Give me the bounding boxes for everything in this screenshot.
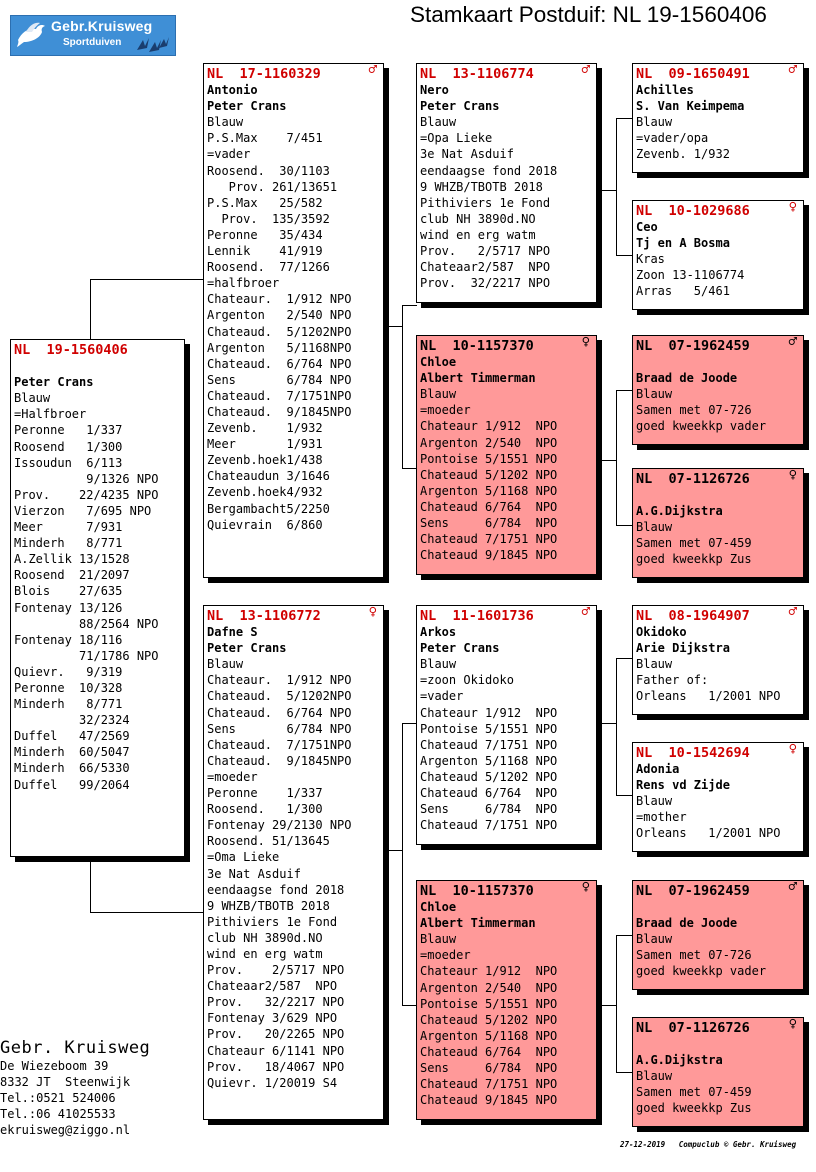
card-line: Blauw (14, 391, 51, 406)
card-line: Pithiviers 1e Fond (420, 195, 551, 210)
card-mmm (632, 1017, 804, 1127)
sex-icon: ♀ (788, 742, 797, 757)
card-line: Prov. 32/2217 NPO (207, 995, 345, 1010)
card-line: Chateaud. 9/1845NPO (207, 404, 352, 419)
card-line: Chateaur. 1/912 NPO (207, 292, 352, 307)
card-line: Blauw (636, 657, 673, 672)
ring-number: NL 13-1106774 (420, 66, 534, 82)
card-line: Sens 6/784 NPO (420, 516, 558, 531)
card-line: Pontoise 5/1551 NPO (420, 721, 558, 736)
owner-email: ekruisweg@ziggo.nl (0, 1123, 131, 1137)
card-line: Blauw (420, 657, 457, 672)
card-line: Prov. 135/3592 (207, 211, 330, 226)
card-line: S. Van Keimpema (636, 99, 745, 114)
print-info (620, 1140, 796, 1149)
card-line: Peter Crans (207, 99, 287, 114)
card-line: Chateaudun 3/1646 (207, 469, 330, 484)
card-line: Chateaud. 5/1202NPO (207, 689, 352, 704)
owner-name: Gebr. Kruisweg (0, 1038, 151, 1058)
card-line: Braad de Joode (636, 916, 738, 931)
card-line: Zoon 13-1106774 (636, 268, 745, 283)
connector-line (616, 390, 617, 525)
card-line: Blauw (207, 115, 244, 130)
card-line: club NH 3890d.NO (207, 930, 323, 945)
card-line: Chateaud 5/1202 NPO (420, 1012, 558, 1027)
card-line: club NH 3890d.NO (420, 211, 536, 226)
card-line: =Oma Lieke (207, 850, 280, 865)
card-line: Chateaud 9/1845 NPO (420, 548, 558, 563)
connector-line (597, 723, 616, 724)
card-line: Meer 7/931 (14, 520, 123, 535)
sex-icon: ♀ (788, 200, 797, 215)
card-line: Blauw (636, 115, 673, 130)
card-line: Zevenb.hoek4/932 (207, 485, 323, 500)
card-line: Chloe (420, 355, 457, 370)
card-line: Quievr. 9/319 (14, 664, 123, 679)
connector-line (402, 1005, 417, 1006)
ring-number: NL 10-1542694 (636, 745, 750, 761)
card-line: 88/2564 NPO (14, 616, 159, 631)
card-line: 32/2324 (14, 713, 130, 728)
card-line: Argenton 2/540 NPO (420, 435, 558, 450)
card-line: =moeder (207, 769, 258, 784)
card-line: Chateaur 1/912 NPO (420, 419, 558, 434)
sex-icon: ♀ (788, 468, 797, 483)
card-line: Roosend. 1/300 (207, 802, 323, 817)
card-line: Blauw (420, 387, 457, 402)
card-line: Prov. 20/2265 NPO (207, 1027, 345, 1042)
card-line: Lennik 41/919 (207, 244, 323, 259)
ring-number: NL 09-1650491 (636, 66, 750, 82)
card-father-mother (416, 335, 597, 575)
connector-line (90, 912, 204, 913)
card-line: Chateaud. 7/1751NPO (207, 737, 352, 752)
card-line: Chateaur 1/912 NPO (420, 964, 558, 979)
sex-icon: ♂ (788, 63, 797, 78)
card-line: Nero (420, 83, 449, 98)
card-line: Albert Timmerman (420, 371, 536, 386)
card-line: Roosend 1/300 (14, 439, 123, 454)
card-line: Arkos (420, 625, 457, 640)
card-line: 3e Nat Asduif (207, 866, 301, 881)
card-line: Blauw (636, 794, 673, 809)
card-line: Chateaud 7/1751 NPO (420, 818, 558, 833)
card-line: Father of: (636, 673, 709, 688)
flying-birds-icon (135, 34, 171, 54)
pigeon-icon (16, 20, 48, 50)
card-line: Argenton 5/1168NPO (207, 340, 352, 355)
card-line: Okidoko (636, 625, 687, 640)
card-line: Blauw (636, 1069, 673, 1084)
ring-number: NL 08-1964907 (636, 608, 750, 624)
card-line: Chateaar2/587 NPO (207, 979, 338, 994)
card-line: Zevenb. 1/932 (207, 421, 323, 436)
card-line: goed kweekkp vader (636, 419, 767, 434)
card-line: Peronne 10/328 (14, 680, 123, 695)
card-line: Peter Crans (420, 99, 500, 114)
card-line: Sens 6/784 NPO (207, 721, 352, 736)
card-mff (632, 605, 804, 715)
connector-line (597, 190, 616, 191)
ring-number: NL 11-1601736 (420, 608, 534, 624)
card-line: Adonia (636, 762, 680, 777)
sex-icon: ♂ (788, 880, 797, 895)
card-line: Meer 1/931 (207, 437, 323, 452)
card-line: =mother (636, 810, 687, 825)
card-line: wind en erg watm (207, 946, 323, 961)
card-line: Rens vd Zijde (636, 778, 730, 793)
logo-name: Gebr.Kruisweg (51, 18, 153, 34)
card-line: eendaagse fond 2018 (420, 163, 558, 178)
card-line: Chateaud 5/1202 NPO (420, 769, 558, 784)
card-line: A.Zellik 13/1528 (14, 552, 130, 567)
owner-info (0, 1038, 150, 1138)
card-line: Sens 6/784 NPO (420, 802, 558, 817)
card-line: P.S.Max 25/582 (207, 195, 323, 210)
card-line: 9 WHZB/TBOTB 2018 (420, 179, 543, 194)
sex-icon: ♀ (581, 880, 590, 895)
card-line: Blauw (636, 387, 673, 402)
card-line: =halfbroer (207, 276, 280, 291)
card-line: Chateaud. 5/1202NPO (207, 324, 352, 339)
card-line: Chateaud 5/1202 NPO (420, 467, 558, 482)
card-line: Bergambacht5/2250 (207, 501, 330, 516)
card-line: Argenton 5/1168 NPO (420, 483, 558, 498)
card-line: goed kweekkp Zus (636, 1101, 752, 1116)
card-line: Quievr. 1/20019 S4 (207, 1075, 338, 1090)
owner-phone-2: Tel.:06 41025533 (0, 1107, 116, 1121)
ring-number: NL 10-1157370 (420, 338, 534, 354)
card-mother-father (416, 605, 597, 845)
card-line: Prov. 18/4067 NPO (207, 1059, 345, 1074)
card-mother-mother (416, 880, 597, 1120)
card-line: Chateaud. 6/764 NPO (207, 705, 352, 720)
card-line: =vader (207, 147, 251, 162)
card-line: Braad de Joode (636, 371, 738, 386)
card-line: =vader (420, 689, 464, 704)
card-line: Kras (636, 252, 665, 267)
page-title: Stamkaart Postduif: NL 19-1560406 (410, 2, 767, 27)
connector-line (616, 1072, 632, 1073)
card-line: Blauw (636, 932, 673, 947)
ring-number: NL 13-1106772 (207, 608, 321, 624)
ring-number: NL 17-1160329 (207, 66, 321, 82)
card-line: A.G.Dijkstra (636, 1053, 723, 1068)
sex-icon: ♂ (581, 605, 590, 620)
card-line: Peronne 35/434 (207, 227, 323, 242)
card-line: Antonio (207, 83, 258, 98)
credit: Compuclub © Gebr. Kruisweg (678, 1140, 797, 1149)
connector-line (90, 857, 91, 912)
card-line: Sens 6/784 NPO (420, 1061, 558, 1076)
card-line: Roosend. 51/13645 (207, 834, 330, 849)
card-line: Samen met 07-459 (636, 536, 752, 551)
connector-line (616, 390, 632, 391)
card-line: Issoudun 6/113 (14, 455, 123, 470)
card-line: =moeder (420, 948, 471, 963)
connector-line (616, 658, 617, 795)
card-line: Peter Crans (420, 641, 500, 656)
card-line: Chloe (420, 900, 457, 915)
card-line: Samen met 07-459 (636, 1085, 752, 1100)
sex-icon: ♀ (788, 1017, 797, 1032)
ring-number: NL 19-1560406 (14, 342, 128, 358)
card-line: Duffel 99/2064 (14, 777, 130, 792)
card-line: =Halfbroer (14, 407, 87, 422)
card-line: Duffel 47/2569 (14, 729, 130, 744)
card-father (203, 63, 384, 578)
card-line: Blauw (420, 932, 457, 947)
sex-icon: ♀ (368, 605, 377, 620)
card-line: Arras 5/461 (636, 284, 730, 299)
card-line: Blauw (636, 520, 673, 535)
owner-address: De Wiezeboom 39 (0, 1059, 109, 1073)
card-line: Chateaur 6/1141 NPO (207, 1043, 345, 1058)
card-line: Fontenay 18/116 (14, 632, 123, 647)
card-line: Tj en A Bosma (636, 236, 730, 251)
card-father-father (416, 63, 597, 303)
card-line: Pontoise 5/1551 NPO (420, 996, 558, 1011)
card-line: Chateaud 7/1751 NPO (420, 1077, 558, 1092)
connector-line (384, 850, 402, 851)
card-line: Peter Crans (14, 375, 94, 390)
card-line: Prov. 32/2217 NPO (420, 276, 551, 291)
card-line: Chateaud. 6/764 NPO (207, 356, 352, 371)
card-line: Argenton 2/540 NPO (207, 308, 352, 323)
card-line: Argenton 2/540 NPO (420, 980, 558, 995)
card-line: Chateaud 7/1751 NPO (420, 532, 558, 547)
card-line: Argenton 5/1168 NPO (420, 1028, 558, 1043)
card-subject (10, 339, 185, 857)
card-line: Minderh 8/771 (14, 697, 123, 712)
card-line: Fontenay 3/629 NPO (207, 1011, 338, 1026)
card-line: Roosend. 30/1103 (207, 163, 330, 178)
card-line: Orleans 1/2001 NPO (636, 689, 781, 704)
card-line: Blauw (207, 657, 244, 672)
sex-icon: ♂ (368, 63, 377, 78)
connector-line (402, 305, 403, 468)
card-line: goed kweekkp vader (636, 964, 767, 979)
card-line: Roosend 21/2097 (14, 568, 130, 583)
card-line: Roosend. 77/1266 (207, 260, 330, 275)
card-line (636, 899, 803, 915)
card-line: Fontenay 29/2130 NPO (207, 818, 352, 833)
connector-line (402, 305, 417, 306)
card-line: =Opa Lieke (420, 131, 493, 146)
card-line: Samen met 07-726 (636, 403, 752, 418)
card-line: Orleans 1/2001 NPO (636, 826, 781, 841)
connector-line (616, 118, 632, 119)
card-line: Minderh 60/5047 (14, 745, 130, 760)
card-line: Ceo (636, 220, 658, 235)
card-line (14, 358, 184, 374)
card-line: Achilles (636, 83, 694, 98)
card-fff (632, 63, 804, 173)
card-line: Peter Crans (207, 641, 287, 656)
card-line: Minderh 66/5330 (14, 761, 130, 776)
connector-line (90, 279, 91, 339)
card-line (636, 487, 803, 503)
card-line: Chateaur 1/912 NPO (420, 705, 558, 720)
card-mother (203, 605, 384, 1120)
card-line: Zevenb. 1/932 (636, 147, 730, 162)
card-ffm (632, 200, 804, 310)
card-line: 71/1786 NPO (14, 648, 159, 663)
card-mmf (632, 880, 804, 990)
card-line: Pithiviers 1e Fond (207, 914, 338, 929)
logo (10, 15, 176, 56)
connector-line (90, 279, 204, 280)
card-line: Arie Dijkstra (636, 641, 730, 656)
connector-line (384, 326, 402, 327)
card-line (636, 1036, 803, 1052)
print-date: 27-12-2019 (620, 1140, 666, 1149)
card-line: =vader/opa (636, 131, 709, 146)
card-line (636, 354, 803, 370)
card-line: Chateaud 9/1845 NPO (420, 1093, 558, 1108)
card-line: Argenton 5/1168 NPO (420, 753, 558, 768)
card-line: 9/1326 NPO (14, 471, 159, 486)
card-line: Pontoise 5/1551 NPO (420, 451, 558, 466)
ring-number: NL 07-1962459 (636, 883, 750, 899)
sex-icon: ♂ (788, 335, 797, 350)
card-line: goed kweekkp Zus (636, 552, 752, 567)
card-line: wind en erg watm (420, 227, 536, 242)
card-line: Prov. 2/5717 NPO (207, 963, 345, 978)
owner-phone-1: Tel.:0521 524006 (0, 1091, 116, 1105)
card-line: =zoon Okidoko (420, 673, 514, 688)
owner-city: 8332 JT Steenwijk (0, 1075, 131, 1089)
card-line: Chateaud 6/764 NPO (420, 499, 558, 514)
card-line: 9 WHZB/TBOTB 2018 (207, 898, 330, 913)
connector-line (616, 935, 617, 1072)
card-line: Peronne 1/337 (207, 786, 323, 801)
card-line: 3e Nat Asduif (420, 147, 514, 162)
sex-icon: ♂ (581, 63, 590, 78)
sex-icon: ♀ (581, 335, 590, 350)
card-line: Minderh 8/771 (14, 536, 123, 551)
connector-line (616, 935, 632, 936)
ring-number: NL 10-1029686 (636, 203, 750, 219)
card-line: Chateaud. 7/1751NPO (207, 388, 352, 403)
ring-number: NL 07-1126726 (636, 471, 750, 487)
card-line: Albert Timmerman (420, 916, 536, 931)
logo-subtitle: Sportduiven (63, 37, 122, 48)
card-line: Prov. 22/4235 NPO (14, 487, 159, 502)
card-line: Peronne 1/337 (14, 423, 123, 438)
card-line: =moeder (420, 403, 471, 418)
card-line: Blauw (420, 115, 457, 130)
card-line: Zevenb.hoek1/438 (207, 453, 323, 468)
card-line: Chateaud 6/764 NPO (420, 786, 558, 801)
connector-line (616, 525, 632, 526)
card-line: eendaagse fond 2018 (207, 882, 345, 897)
card-line: Chateaud 7/1751 NPO (420, 737, 558, 752)
connector-line (616, 658, 632, 659)
card-line: Sens 6/784 NPO (207, 372, 352, 387)
card-line: Fontenay 13/126 (14, 600, 123, 615)
connector-line (402, 723, 417, 724)
connector-line (597, 1005, 616, 1006)
card-line: Prov. 261/13651 (207, 179, 338, 194)
card-mfm (632, 742, 804, 852)
connector-line (616, 795, 632, 796)
card-line: Dafne S (207, 625, 258, 640)
connector-line (402, 468, 417, 469)
ring-number: NL 07-1962459 (636, 338, 750, 354)
connector-line (616, 255, 632, 256)
card-line: Samen met 07-726 (636, 948, 752, 963)
connector-line (616, 118, 617, 255)
connector-line (597, 460, 616, 461)
card-line: Chateaur. 1/912 NPO (207, 673, 352, 688)
card-line: A.G.Dijkstra (636, 504, 723, 519)
card-line: P.S.Max 7/451 (207, 131, 323, 146)
card-line: Chateaud. 9/1845NPO (207, 753, 352, 768)
card-fmf (632, 335, 804, 445)
card-line: Chateaud 6/764 NPO (420, 1044, 558, 1059)
card-line: Chateaar2/587 NPO (420, 260, 551, 275)
card-line: Quievrain 6/860 (207, 517, 323, 532)
card-fmm (632, 468, 804, 578)
card-line: Vierzon 7/695 NPO (14, 503, 152, 518)
connector-line (402, 723, 403, 1005)
card-line: Prov. 2/5717 NPO (420, 244, 551, 259)
sex-icon: ♂ (788, 605, 797, 620)
ring-number: NL 07-1126726 (636, 1020, 750, 1036)
ring-number: NL 10-1157370 (420, 883, 534, 899)
card-line: Blois 27/635 (14, 584, 123, 599)
